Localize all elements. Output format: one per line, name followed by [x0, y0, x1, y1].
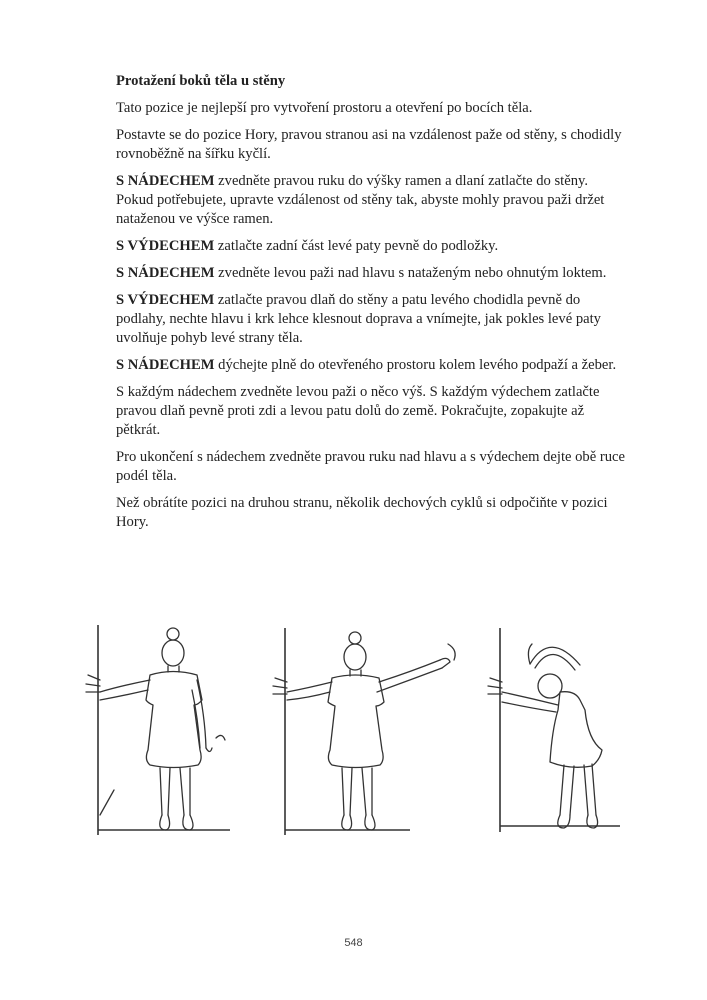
paragraph [116, 291, 626, 348]
breath-cue: S VÝDECHEM [116, 238, 215, 254]
paragraph-text: Pro ukončení s nádechem zvedněte pravou ruku nad hlavu a s výdechem dejte obě ruce podél těla. [116, 449, 625, 484]
breath-cue: S NÁDECHEM [116, 265, 215, 281]
breath-cue: S VÝDECHEM [116, 292, 215, 308]
paragraph [116, 448, 626, 486]
paragraph-text: Postavte se do pozice Hory, pravou stranou asi na vzdálenost paže od stěny, s chodidly rovnoběžně na šířku kyčlí. [116, 127, 622, 162]
paragraph-text: S každým nádechem zvedněte levou paži o něco výš. S každým výdechem zatlačte pravou dlaň pevně proti zdi a levou patu dolů do země. Pokračujte, zopakujte až pětkrát. [116, 384, 600, 438]
paragraph [116, 383, 626, 440]
paragraph-text: zvedněte pravou ruku do výšky ramen a dlaní zatlačte do stěny. Pokud potřebujete, upravte vzdálenost od stěny tak, abyste mohly pravou paži držet nataženou ve výšce ramen. [116, 173, 605, 227]
paragraph [116, 172, 626, 229]
paragraph [116, 494, 626, 532]
paragraph-text: dýchejte plně do otevřeného prostoru kolem levého podpaží a žeber. [214, 357, 617, 373]
breath-cue: S NÁDECHEM [116, 357, 215, 373]
paragraph-text: Tato pozice je nejlepší pro vytvoření prostoru a otevření po bocích těla. [116, 100, 533, 116]
paragraph [116, 356, 626, 375]
figure-arm-extended [273, 628, 455, 835]
paragraph [116, 237, 626, 256]
paragraph [116, 126, 626, 164]
paragraph-text: zatlačte zadní část levé paty pevně do podložky. [214, 238, 499, 254]
instruction-text [116, 72, 626, 540]
page-number: 548 [344, 937, 363, 949]
breath-cue: S NÁDECHEM [116, 173, 215, 189]
figure-side-bend [488, 628, 620, 832]
paragraph [116, 99, 626, 118]
paragraph-text: zvedněte levou paži nad hlavu s nataženým nebo ohnutým loktem. [214, 265, 607, 281]
paragraph [116, 264, 626, 283]
figure-arm-on-wall [86, 625, 230, 835]
section-heading: Protažení boků těla u stěny [116, 73, 286, 89]
paragraph-text: zatlačte pravou dlaň do stěny a patu levého chodidla pevně do podlahy, nechte hlavu i krk lehce klesnout doprava a vnímejte, jak pokles levé paty uvolňuje pohyb levé strany těla. [116, 292, 601, 346]
illustrations [80, 620, 640, 860]
paragraph-text: Než obrátíte pozici na druhou stranu, několik dechových cyklů si odpočiňte v pozici Hory. [116, 495, 608, 530]
